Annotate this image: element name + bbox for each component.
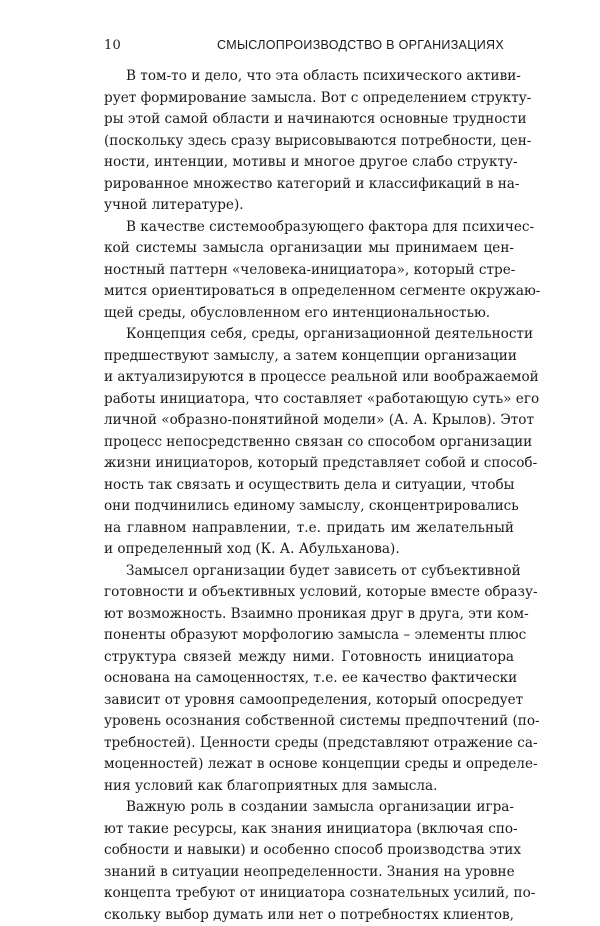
paragraph [104,797,514,926]
text-line: Концепция себя, среды, организационной деятельности [104,324,514,346]
text-line: концепта требуют от инициатора сознательных усилий, по- [104,883,514,905]
text-line: они подчинились единому замыслу, сконцентрировались [104,496,514,518]
text-line: на главном направлении, т.е. придать им желательный [104,518,514,540]
text-line: собности и навыки) и особенно способ производства этих [104,840,514,862]
text-line: ния условий как благоприятных для замысла. [104,776,514,798]
text-line: В том-то и дело, что эта область психического активи- [104,66,514,88]
text-line: предшествуют замыслу, а затем концепции организации [104,346,514,368]
text-line: Важную роль в создании замысла организации игра- [104,797,514,819]
paragraph [104,66,514,217]
paragraph [104,561,514,798]
text-line: рует формирование замысла. Вот с определением структу- [104,88,514,110]
text-line: учной литературе). [104,195,514,217]
text-line: личной «образно-понятийной модели» (А. А. Крылов). Этот [104,410,514,432]
text-line: ности, интенции, мотивы и многое другое слабо структу- [104,152,514,174]
text-line: готовности и объективных условий, которые вместе образу- [104,582,514,604]
text-line: скольку выбор думать или нет о потребностях клиентов, [104,905,514,926]
text-line: знаний в ситуации неопределенности. Знания на уровне [104,862,514,884]
text-line: ность так связать и осуществить дела и ситуации, чтобы [104,475,514,497]
text-line: поненты образуют морфологию замысла – элементы плюс [104,625,514,647]
text-line: работы инициатора, что составляет «работающую суть» его [104,389,514,411]
text-line: рированное множество категорий и классификаций в на- [104,174,514,196]
page-number: 10 [104,38,121,53]
text-line: В качестве системообразующего фактора для психичес- [104,217,514,239]
text-line: ют такие ресурсы, как знания инициатора (включая спо- [104,819,514,841]
body-text [104,66,514,926]
running-title: СМЫСЛОПРОИЗВОДСТВО В ОРГАНИЗАЦИЯХ [217,38,504,52]
text-line: жизни инициаторов, который представляет собой и способ- [104,453,514,475]
paragraph [104,217,514,325]
text-line: ют возможность. Взаимно проникая друг в друга, эти ком- [104,604,514,626]
text-line: требностей). Ценности среды (представляют отражение са- [104,733,514,755]
paragraph [104,324,514,561]
text-line: процесс непосредственно связан со способом организации [104,432,514,454]
text-line: структура связей между ними. Готовность инициатора [104,647,514,669]
page-header [104,38,504,56]
text-line: и актуализируются в процессе реальной или воображаемой [104,367,514,389]
text-line: кой системы замысла организации мы принимаем цен- [104,238,514,260]
text-line: основана на самоценностях, т.е. ее качество фактически [104,668,514,690]
text-line: уровень осознания собственной системы предпочтений (по- [104,711,514,733]
text-line: (поскольку здесь сразу вырисовываются потребности, цен- [104,131,514,153]
text-line: моценностей) лежат в основе концепции среды и определе- [104,754,514,776]
text-line: мится ориентироваться в определенном сегменте окружаю- [104,281,514,303]
text-line: и определенный ход (К. А. Абульханова). [104,539,514,561]
text-line: Замысел организации будет зависеть от субъективной [104,561,514,583]
text-line: ры этой самой области и начинаются основные трудности [104,109,514,131]
text-line: щей среды, обусловленном его интенциональностью. [104,303,514,325]
text-line: зависит от уровня самоопределения, который опосредует [104,690,514,712]
text-line: ностный паттерн «человека-инициатора», который стре- [104,260,514,282]
